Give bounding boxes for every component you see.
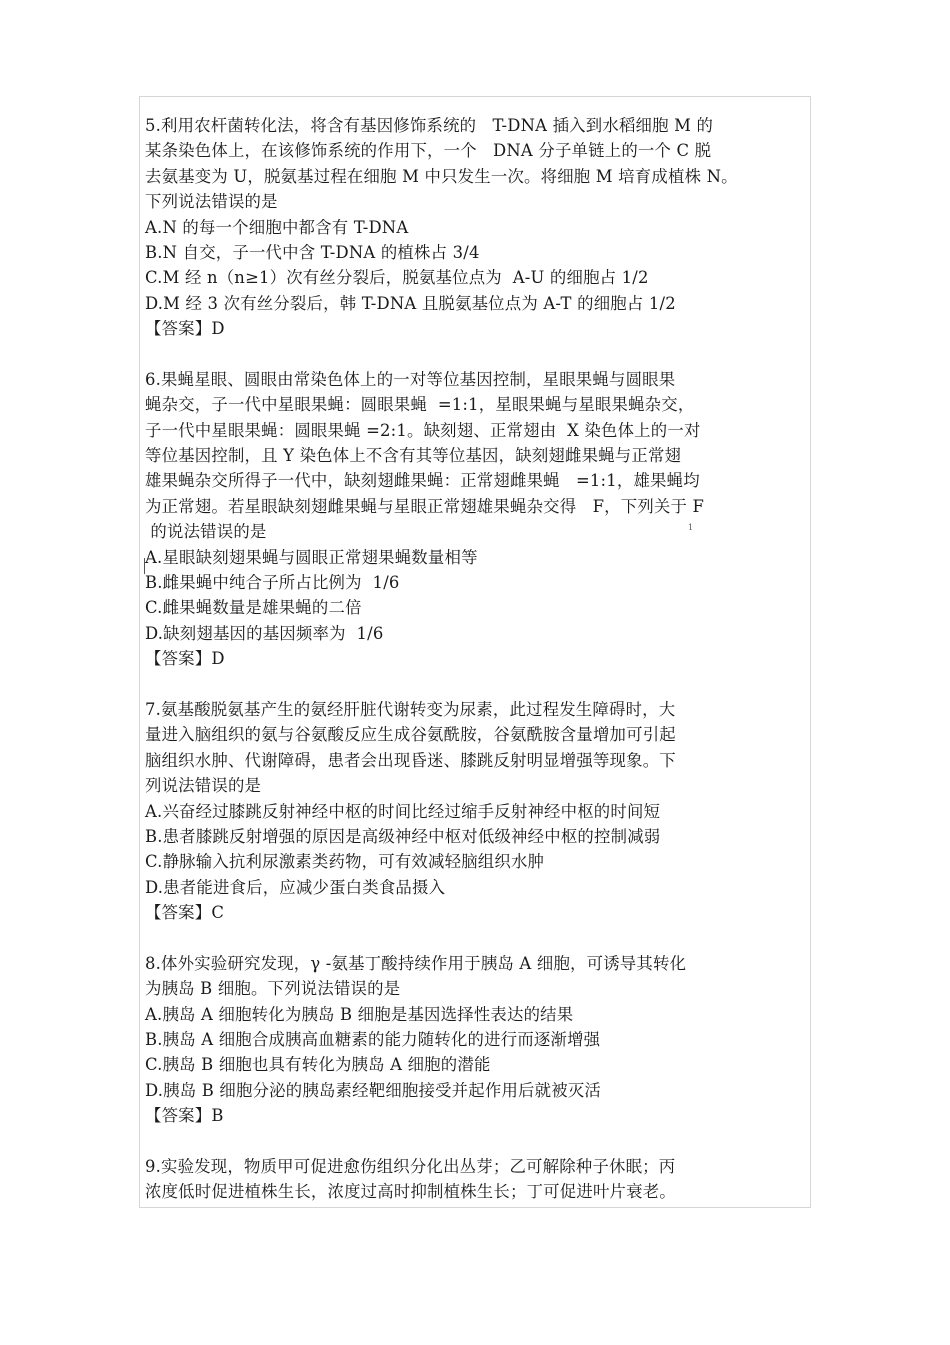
footnote-mark: 1: [688, 523, 694, 532]
question-text-line: 7.氨基酸脱氨基产生的氨经肝脏代谢转变为尿素，此过程发生障碍时，大: [145, 699, 676, 719]
question-6: [145, 367, 815, 672]
option-a: A.胰岛 A 细胞转化为胰岛 B 细胞是基因选择性表达的结果: [145, 1004, 574, 1024]
question-text-line: 浓度低时促进植株生长，浓度过高时抑制植株生长；丁可促进叶片衰老。: [145, 1182, 676, 1202]
question-text-line: 为正常翅。若星眼缺刻翅雌果蝇与星眼正常翅雄果蝇杂交得 F，下列关于 F: [145, 496, 705, 516]
question-text-line: 某条染色体上，在该修饰系统的作用下，一个 DNA 分子单链上的一个 C 脱: [145, 141, 712, 161]
option-d: D.胰岛 B 细胞分泌的胰岛素经靶细胞接受并起作用后就被灭活: [145, 1080, 601, 1100]
answer-label: 【答案】D: [145, 649, 225, 669]
option-b: B.雌果蝇中纯合子所占比例为 1/6: [145, 573, 400, 593]
option-d: D.M 经 3 次有丝分裂后，韩 T-DNA 且脱氨基位点为 A-T 的细胞占 1/2: [145, 293, 676, 313]
question-text-line: 的说法错误的是: [145, 522, 267, 542]
answer-label: 【答案】B: [145, 1106, 224, 1126]
question-text-line: 子一代中星眼果蝇：圆眼果蝇 =2:1。缺刻翅、正常翅由 X 染色体上的一对: [145, 420, 701, 440]
question-text-line: 8.体外实验研究发现，γ -氨基丁酸持续作用于胰岛 A 细胞，可诱导其转化: [145, 953, 687, 973]
option-c: C.M 经 n（n≥1）次有丝分裂后，脱氨基位点为 A-U 的细胞占 1/2: [145, 268, 649, 288]
document-content: [145, 113, 815, 1230]
question-7: [145, 697, 815, 926]
answer-label: 【答案】D: [145, 319, 225, 339]
option-b: B.N 自交，子一代中含 T-DNA 的植株占 3/4: [145, 242, 480, 262]
option-d: D.患者能进食后，应减少蛋白类食品摄入: [145, 877, 446, 897]
option-a: A.星眼缺刻翅果蝇与圆眼正常翅果蝇数量相等: [145, 547, 478, 567]
question-text-line: 列说法错误的是: [145, 776, 262, 796]
question-text-line: 9.实验发现，物质甲可促进愈伤组织分化出丛芽；乙可解除种子休眠；丙: [145, 1157, 676, 1177]
option-d: D.缺刻翅基因的基因频率为 1/6: [145, 623, 384, 643]
question-9: [145, 1154, 815, 1205]
option-a: A.兴奋经过膝跳反射神经中枢的时间比经过缩手反射神经中枢的时间短: [145, 801, 661, 821]
question-5: [145, 113, 815, 342]
question-text-line: 6.果蝇星眼、圆眼由常染色体上的一对等位基因控制，星眼果蝇与圆眼果: [145, 369, 676, 389]
option-b: B.胰岛 A 细胞合成胰高血糖素的能力随转化的进行而逐渐增强: [145, 1030, 601, 1050]
question-8: [145, 951, 815, 1129]
option-a: A.N 的每一个细胞中都含有 T-DNA: [145, 217, 409, 237]
question-text-line: 去氨基变为 U，脱氨基过程在细胞 M 中只发生一次。将细胞 M 培育成植株 N。: [145, 166, 738, 186]
option-c: C.静脉输入抗利尿激素类药物，可有效减轻脑组织水肿: [145, 852, 545, 872]
question-text-line: 蝇杂交，子一代中星眼果蝇：圆眼果蝇 =1:1，星眼果蝇与星眼果蝇杂交，: [145, 395, 695, 415]
question-text-line: 下列说法错误的是: [145, 192, 278, 212]
question-text-line: 等位基因控制，且 Y 染色体上不含有其等位基因，缺刻翅雌果蝇与正常翅: [145, 446, 682, 466]
question-text-line: 量进入脑组织的氨与谷氨酸反应生成谷氨酰胺，谷氨酰胺含量增加可引起: [145, 725, 676, 745]
option-b: B.患者膝跳反射增强的原因是高级神经中枢对低级神经中枢的控制减弱: [145, 826, 661, 846]
question-text-line: 5.利用农杆菌转化法，将含有基因修饰系统的 T-DNA 插入到水稻细胞 M 的: [145, 116, 714, 135]
question-text-line: 脑组织水肿、代谢障碍，患者会出现昏迷、膝跳反射明显增强等现象。下: [145, 750, 676, 770]
option-c: C.胰岛 B 细胞也具有转化为胰岛 A 细胞的潜能: [145, 1055, 491, 1075]
question-text-line: 为胰岛 B 细胞。下列说法错误的是: [145, 979, 401, 999]
option-c: C.雌果蝇数量是雄果蝇的二倍: [145, 598, 362, 618]
question-text-line: 雄果蝇杂交所得子一代中，缺刻翅雌果蝇：正常翅雌果蝇 =1:1，雄果蝇均: [145, 471, 700, 491]
answer-label: 【答案】C: [145, 903, 225, 923]
